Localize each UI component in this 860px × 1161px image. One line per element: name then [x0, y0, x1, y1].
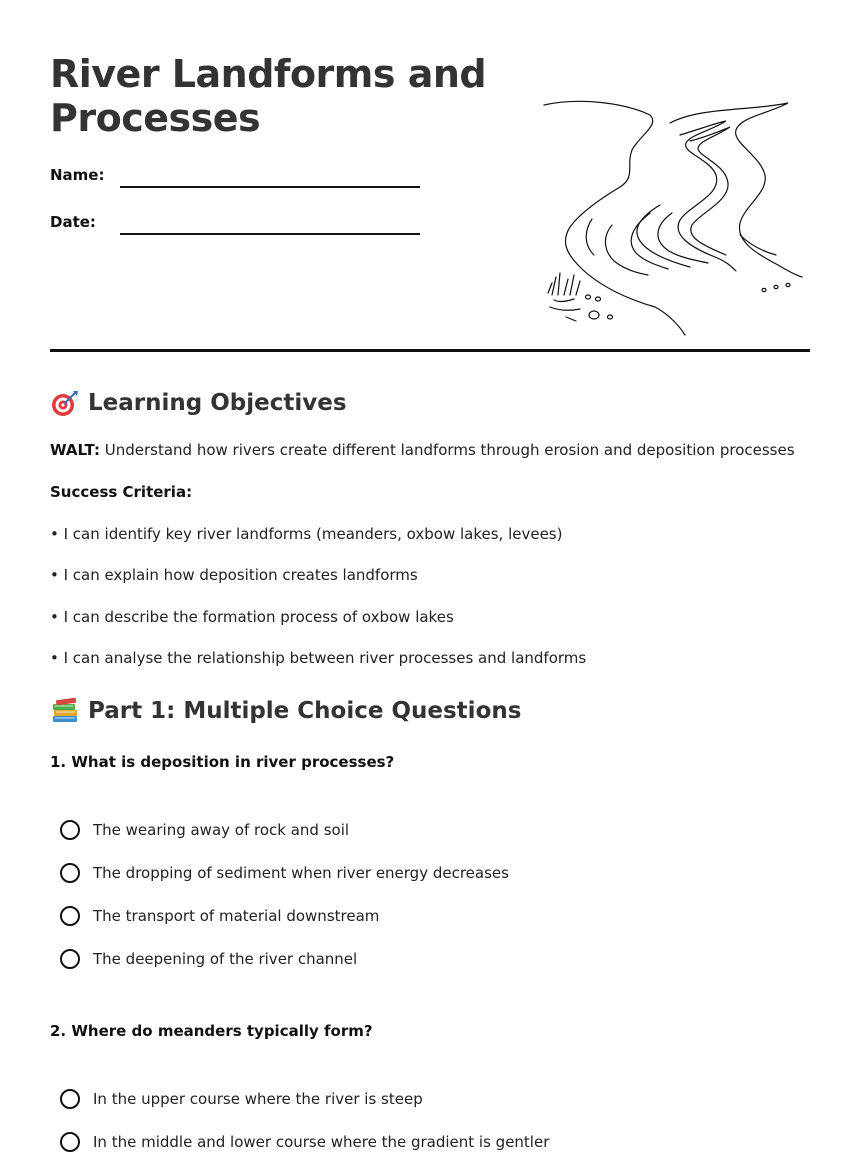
option-label: The transport of material downstream: [93, 907, 380, 925]
criteria-item: • I can analyse the relationship between river processes and landforms: [50, 649, 587, 667]
option-label: In the upper course where the river is steep: [93, 1090, 423, 1108]
river-illustration-icon: [540, 95, 810, 340]
target-icon: [50, 388, 80, 418]
criteria-item: • I can describe the formation process of oxbow lakes: [50, 608, 454, 626]
option-label: In the middle and lower course where the gradient is gentler: [93, 1133, 550, 1151]
question-2-option-b[interactable]: [60, 1129, 549, 1155]
objectives-heading: [50, 388, 347, 418]
option-label: The deepening of the river channel: [93, 950, 358, 968]
date-label: Date:: [50, 213, 96, 231]
walt-label: WALT:: [50, 441, 100, 459]
objectives-heading-text: Learning Objectives: [88, 390, 347, 416]
part1-heading: [50, 696, 521, 726]
criteria-item: • I can identify key river landforms (meanders, oxbow lakes, levees): [50, 525, 563, 543]
radio-button[interactable]: [60, 949, 80, 969]
books-icon: [50, 696, 80, 726]
success-criteria-label: Success Criteria:: [50, 483, 193, 501]
radio-button[interactable]: [60, 863, 80, 883]
option-label: The wearing away of rock and soil: [93, 821, 350, 839]
question-1-option-b[interactable]: [60, 860, 509, 886]
radio-button[interactable]: [60, 1132, 80, 1152]
walt-text: Understand how rivers create different landforms through erosion and deposition processes: [99, 441, 795, 459]
name-label: Name:: [50, 166, 105, 184]
date-answer-line[interactable]: [120, 233, 420, 235]
name-answer-line[interactable]: [120, 186, 420, 188]
radio-button[interactable]: [60, 1089, 80, 1109]
question-2-text: 2. Where do meanders typically form?: [50, 1022, 373, 1040]
header-divider: [50, 349, 810, 352]
question-1-text: 1. What is deposition in river processes?: [50, 753, 395, 771]
part1-heading-text: Part 1: Multiple Choice Questions: [88, 698, 522, 724]
page-title: River Landforms and Processes: [50, 52, 487, 140]
criteria-item: • I can explain how deposition creates landforms: [50, 566, 418, 584]
radio-button[interactable]: [60, 906, 80, 926]
question-2-option-a[interactable]: [60, 1086, 423, 1112]
question-1-option-d[interactable]: [60, 946, 357, 972]
question-1-option-a[interactable]: [60, 817, 349, 843]
radio-button[interactable]: [60, 820, 80, 840]
question-1-option-c[interactable]: [60, 903, 379, 929]
walt-statement: [50, 441, 795, 459]
option-label: The dropping of sediment when river energy decreases: [93, 864, 509, 882]
